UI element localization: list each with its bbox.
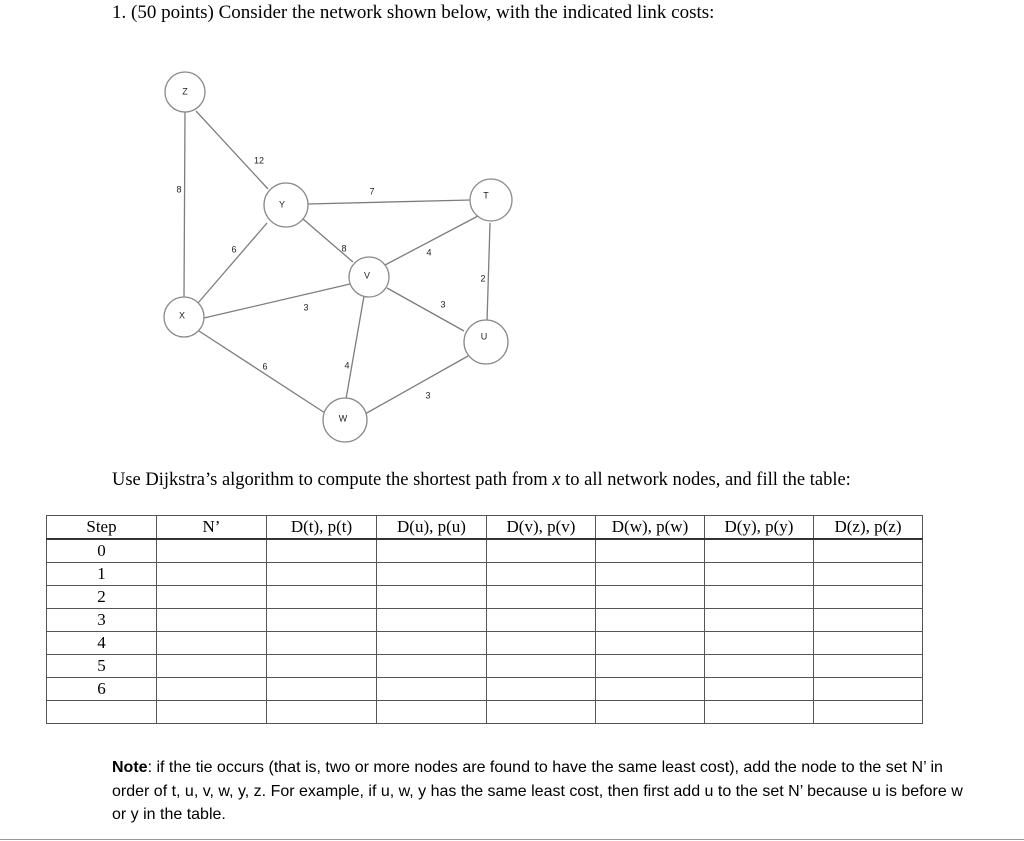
node-x-label: X	[178, 310, 186, 321]
instruction-var: x	[552, 470, 561, 490]
step-cell: 3	[47, 609, 157, 632]
edge-x-v	[204, 284, 350, 318]
table-cell	[596, 678, 705, 701]
note-body: : if the tie occurs (that is, two or more nodes are found to have the same least cost), add the node to the set N’ in order of t, u, v, w, y, z. For example, if u, w, y has the same least cost, then first add u to the set N’ because u is before w or y in the table.	[112, 759, 963, 823]
node-y-label: Y	[278, 199, 286, 210]
edge-z-y	[196, 111, 268, 189]
table-cell	[814, 609, 923, 632]
header-dy-py: D(y), p(y)	[705, 516, 814, 540]
table-cell	[157, 678, 267, 701]
step-cell: 0	[47, 539, 157, 563]
table-cell	[814, 678, 923, 701]
instruction-before: Use Dijkstra’s algorithm to compute the shortest path from	[112, 470, 553, 490]
table-cell	[267, 701, 377, 724]
edge-v-u	[387, 288, 464, 331]
table-cell	[267, 678, 377, 701]
table-header-row	[47, 516, 923, 540]
node-v-label: V	[363, 270, 371, 281]
table-cell	[157, 655, 267, 678]
step-cell: 2	[47, 586, 157, 609]
header-step: Step	[47, 516, 157, 540]
table-cell	[487, 678, 596, 701]
step-cell: 1	[47, 563, 157, 586]
cost-w-u: 3	[425, 390, 431, 401]
table-row	[47, 539, 923, 563]
table-body	[47, 539, 923, 724]
table-cell	[705, 632, 814, 655]
question-number: 1.	[112, 2, 127, 23]
node-z-label: Z	[182, 86, 188, 97]
edge-y-v	[303, 219, 353, 262]
table-cell	[487, 609, 596, 632]
question-text: (50 points) Consider the network shown below, with the indicated link costs:	[131, 2, 715, 23]
cost-v-u: 3	[440, 299, 446, 310]
edge-v-w	[346, 296, 364, 399]
table-row	[47, 586, 923, 609]
edge-t-u	[487, 223, 490, 322]
header-dv-pv: D(v), p(v)	[487, 516, 596, 540]
edge-x-w	[199, 331, 325, 413]
table-cell	[157, 632, 267, 655]
table-cell	[377, 655, 487, 678]
table-cell	[487, 632, 596, 655]
cost-y-x: 6	[231, 244, 237, 255]
table-cell	[487, 563, 596, 586]
table-cell	[157, 563, 267, 586]
table-cell	[814, 539, 923, 563]
cost-z-y: 12	[253, 155, 265, 166]
table-cell	[596, 586, 705, 609]
table-cell	[377, 609, 487, 632]
table-cell	[157, 609, 267, 632]
table-cell	[705, 609, 814, 632]
cost-t-u: 2	[480, 273, 486, 284]
table-cell	[487, 539, 596, 563]
table-cell	[705, 678, 814, 701]
table-cell	[705, 563, 814, 586]
table-row	[47, 609, 923, 632]
header-dt-pt: D(t), p(t)	[267, 516, 377, 540]
table-cell	[377, 539, 487, 563]
table-cell	[814, 701, 923, 724]
step-cell: 5	[47, 655, 157, 678]
cost-y-v: 8	[341, 243, 347, 254]
cost-z-x: 8	[176, 184, 182, 195]
header-du-pu: D(u), p(u)	[377, 516, 487, 540]
edge-v-t	[385, 216, 478, 265]
cost-y-t: 7	[369, 186, 375, 197]
table-cell	[377, 632, 487, 655]
table-cell	[377, 678, 487, 701]
table-cell	[267, 563, 377, 586]
table-cell	[596, 609, 705, 632]
table-cell	[487, 586, 596, 609]
table-cell	[705, 655, 814, 678]
table-cell	[705, 586, 814, 609]
edge-y-t	[308, 200, 471, 204]
table-cell	[377, 563, 487, 586]
cost-x-v: 3	[303, 302, 309, 313]
note-text	[112, 756, 972, 827]
dijkstra-table	[46, 515, 923, 724]
table-cell	[705, 539, 814, 563]
header-n-prime: N’	[157, 516, 267, 540]
table-cell	[814, 655, 923, 678]
step-cell	[47, 701, 157, 724]
node-t-label: T	[483, 190, 489, 201]
edge-w-u	[365, 356, 468, 414]
table-cell	[157, 586, 267, 609]
table-cell	[267, 586, 377, 609]
table-cell	[596, 539, 705, 563]
table-row	[47, 563, 923, 586]
table-cell	[157, 539, 267, 563]
instruction-text	[112, 470, 851, 491]
instruction-after: to all network nodes, and fill the table:	[560, 470, 851, 490]
table-cell	[596, 632, 705, 655]
node-u	[464, 320, 508, 364]
table-cell	[267, 609, 377, 632]
table-cell	[814, 563, 923, 586]
table-row	[47, 678, 923, 701]
cost-v-t: 4	[426, 247, 432, 258]
table-cell	[814, 586, 923, 609]
node-w-label: W	[338, 413, 348, 424]
cost-x-w: 6	[262, 361, 268, 372]
table-row	[47, 632, 923, 655]
header-dz-pz: D(z), p(z)	[814, 516, 923, 540]
step-cell: 6	[47, 678, 157, 701]
table-cell	[705, 701, 814, 724]
table-cell	[487, 701, 596, 724]
cost-v-w: 4	[344, 360, 350, 371]
table-cell	[267, 632, 377, 655]
note-label: Note	[112, 759, 148, 776]
edge-y-x	[198, 223, 267, 303]
node-t	[470, 179, 512, 221]
node-u-label: U	[480, 331, 488, 342]
table-cell	[487, 655, 596, 678]
node-y	[264, 183, 308, 227]
table-cell	[377, 586, 487, 609]
table-cell	[267, 655, 377, 678]
table-cell	[267, 539, 377, 563]
bottom-divider	[0, 839, 1024, 840]
table-cell	[157, 701, 267, 724]
table-cell	[377, 701, 487, 724]
table-cell	[814, 632, 923, 655]
header-dw-pw: D(w), p(w)	[596, 516, 705, 540]
step-cell: 4	[47, 632, 157, 655]
table-cell	[596, 655, 705, 678]
table-row	[47, 655, 923, 678]
table-cell	[596, 563, 705, 586]
edge-z-x	[184, 112, 185, 298]
table-cell	[596, 701, 705, 724]
table-row	[47, 701, 923, 724]
